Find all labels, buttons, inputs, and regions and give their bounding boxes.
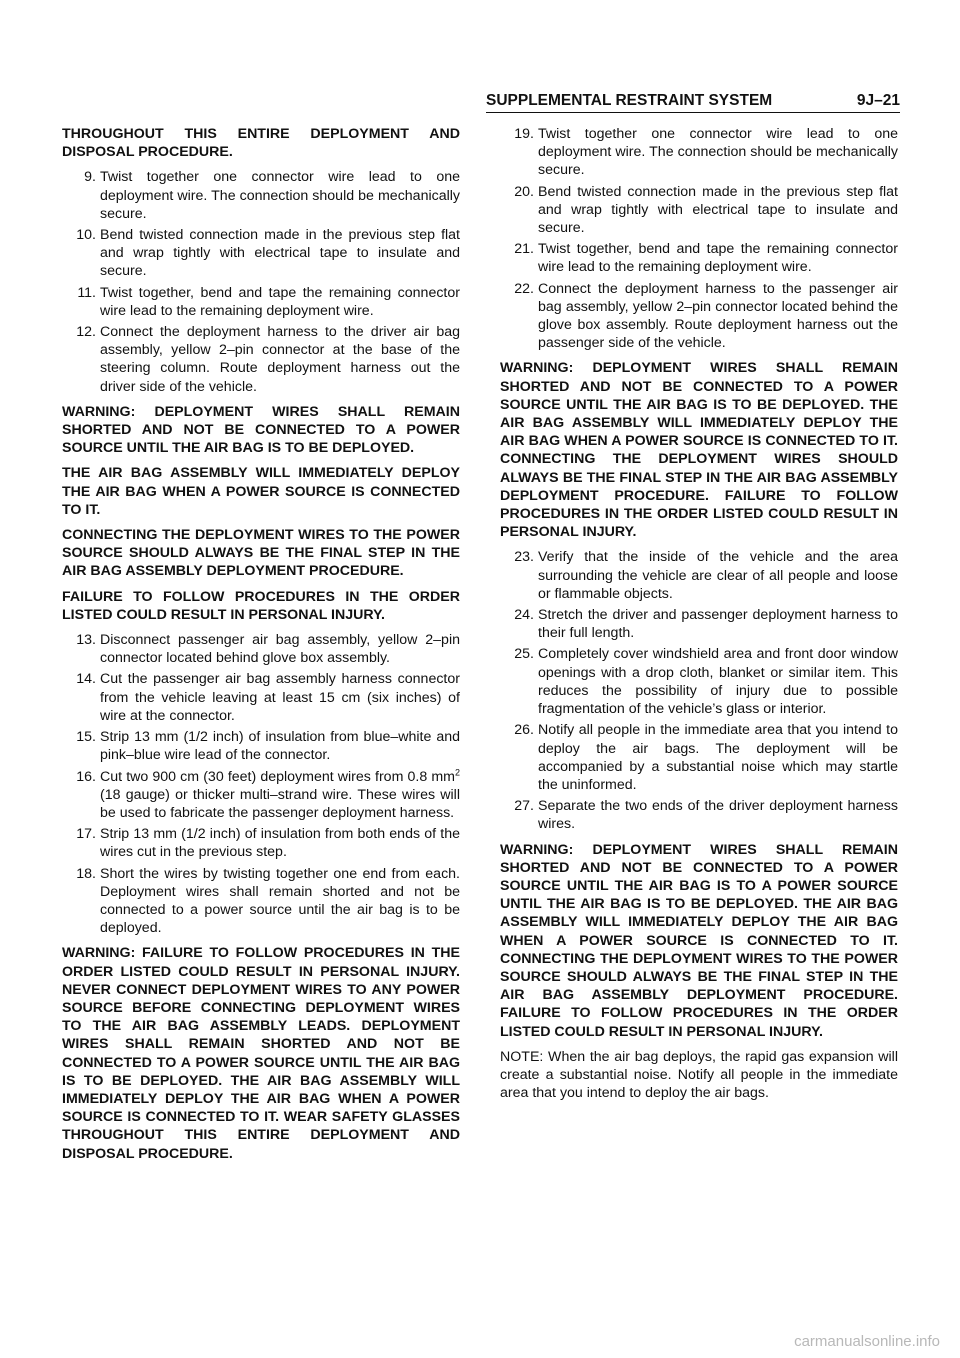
page-number: 9J–21 bbox=[856, 92, 900, 109]
step-text: Connect the deployment harness to the driver air bag assembly, yellow 2–pin connector at the base of the steering column. Route deployment harness out the driver side of the vehicle. bbox=[100, 324, 460, 395]
page-header bbox=[486, 90, 900, 112]
step-text: Twist together, bend and tape the remaining connector wire lead to the remaining deployment wire. bbox=[100, 284, 460, 319]
step-12 bbox=[62, 323, 460, 396]
step-27 bbox=[500, 797, 898, 833]
step-number: 23. bbox=[514, 549, 534, 566]
step-21 bbox=[500, 240, 898, 276]
warning-paragraph: WARNING: DEPLOYMENT WIRES SHALL REMAIN SHORTED AND NOT BE CONNECTED TO A POWER SOURCE UNTIL THE AIR BAG IS TO BE DEPLOYED. bbox=[62, 403, 460, 457]
step-text: Twist together one connector wire lead to one deployment wire. The connection should be mechanically secure. bbox=[538, 126, 898, 179]
step-text: Cut the passenger air bag assembly harness connector from the vehicle leaving at least 15 cm (six inches) of wire at the connector. bbox=[100, 671, 460, 724]
warning-paragraph: WARNING: DEPLOYMENT WIRES SHALL REMAIN SHORTED AND NOT BE CONNECTED TO A POWER SOURCE UNTIL THE AIR BAG IS TO A POWER SOURCE UNTIL THE AIR BAG IS TO BE DEPLOYED. THE AIR BAG ASSEMBLY WILL IMMEDIATELY DEPLOY THE AIR BAG WHEN A POWER SOURCE IS CONNECTED TO IT. CONNECTING THE DEPLOYMENT WIRES TO THE POWER SOURCE SHOULD ALWAYS BE THE FINAL STEP IN THE AIR BAG ASSEMBLY DEPLOYMENT PROCEDURE. FAILURE TO FOLLOW PROCEDURES IN THE ORDER LISTED COULD RESULT IN PERSONAL INJURY. bbox=[500, 841, 898, 1040]
step-10 bbox=[62, 226, 460, 281]
step-text: Bend twisted connection made in the previous step flat and wrap tightly with electrical tape to insulate and secure. bbox=[100, 227, 460, 280]
step-text: (18 gauge) or thicker multi–strand wire. These wires will be used to fabricate the passenger deployment harness. bbox=[100, 786, 460, 821]
superscript: 2 bbox=[454, 766, 460, 777]
step-text: Short the wires by twisting together one end from each. Deployment wires shall remain shorted and not be connected to a power source until the air bag is to be deployed. bbox=[100, 865, 460, 937]
right-column bbox=[500, 125, 898, 1109]
left-column bbox=[62, 125, 460, 1170]
step-15 bbox=[62, 728, 460, 764]
step-text: Strip 13 mm (1/2 inch) of insulation from blue–white and pink–blue wire lead of the connector. bbox=[100, 729, 460, 764]
step-number: 22. bbox=[514, 280, 534, 297]
step-number: 9. bbox=[84, 169, 96, 186]
step-text: Connect the deployment harness to the passenger air bag assembly, yellow 2–pin connector located behind the glove box assembly. Route deployment harness out the passenger side of the vehicle. bbox=[538, 280, 898, 352]
step-18 bbox=[62, 865, 460, 938]
step-number: 12. bbox=[76, 324, 96, 341]
step-number: 25. bbox=[514, 646, 534, 663]
step-9 bbox=[62, 168, 460, 223]
warning-paragraph: CONNECTING THE DEPLOYMENT WIRES TO THE POWER SOURCE SHOULD ALWAYS BE THE FINAL STEP IN THE AIR BAG ASSEMBLY DEPLOYMENT PROCEDURE. bbox=[62, 527, 460, 580]
step-25 bbox=[500, 645, 898, 718]
section-title: SUPPLEMENTAL RESTRAINT SYSTEM bbox=[486, 92, 773, 109]
step-20 bbox=[500, 183, 898, 238]
step-text: Notify all people in the immediate area that you intend to deploy the air bags. The deployment will be accompanied by a substantial noise which may startle the uninformed. bbox=[538, 722, 898, 793]
step-16 bbox=[62, 768, 460, 823]
step-number: 13. bbox=[76, 632, 96, 649]
steps-19-22 bbox=[500, 125, 898, 352]
step-14 bbox=[62, 670, 460, 725]
step-text: Bend twisted connection made in the previous step flat and wrap tightly with electrical tape to insulate and secure. bbox=[538, 183, 898, 237]
note-paragraph: NOTE: When the air bag deploys, the rapid gas expansion will create a substantial noise. Notify all people in the immediate area that you intend to deploy the air bags. bbox=[500, 1048, 898, 1102]
header-rule bbox=[486, 112, 900, 113]
step-text: Completely cover windshield area and front door window openings with a drop cloth, blanket or similar item. This reduces the possibility of injury due to possible fragmentation of the vehicle’s glass or interior. bbox=[538, 646, 898, 718]
step-number: 27. bbox=[514, 798, 534, 815]
step-26 bbox=[500, 721, 898, 794]
step-24 bbox=[500, 606, 898, 642]
step-text: Stretch the driver and passenger deployment harness to their full length. bbox=[538, 607, 898, 642]
step-number: 16. bbox=[76, 768, 96, 785]
step-11 bbox=[62, 284, 460, 320]
steps-9-12 bbox=[62, 168, 460, 395]
step-text: Separate the two ends of the driver deployment harness wires. bbox=[538, 798, 898, 833]
step-13 bbox=[62, 631, 460, 667]
step-number: 15. bbox=[76, 729, 96, 746]
step-22 bbox=[500, 280, 898, 353]
watermark-text: carmanualsonline.info bbox=[794, 1333, 940, 1350]
step-19 bbox=[500, 125, 898, 180]
step-text: Verify that the inside of the vehicle and the area surrounding the vehicle are clear of all people and loose or flammable objects. bbox=[538, 549, 898, 602]
warning-paragraph: WARNING: DEPLOYMENT WIRES SHALL REMAIN SHORTED AND NOT BE CONNECTED TO A POWER SOURCE UNTIL THE AIR BAG IS TO BE DEPLOYED. THE AIR BAG ASSEMBLY WILL IMMEDIATELY DEPLOY THE AIR BAG WHEN A POWER SOURCE IS CONNECTED TO IT. CONNECTING THE DEPLOYMENT WIRES SHOULD ALWAYS BE THE FINAL STEP IN THE AIR BAG ASSEMBLY DEPLOYMENT PROCEDURE. FAILURE TO FOLLOW PROCEDURES IN THE ORDER LISTED COULD RESULT IN PERSONAL INJURY. bbox=[500, 360, 898, 541]
step-number: 24. bbox=[514, 607, 534, 624]
step-23 bbox=[500, 548, 898, 603]
steps-13-18 bbox=[62, 631, 460, 937]
step-text: Strip 13 mm (1/2 inch) of insulation from both ends of the wires cut in the previous step. bbox=[100, 826, 460, 861]
steps-23-27 bbox=[500, 548, 898, 833]
step-number: 10. bbox=[76, 227, 96, 244]
step-text: Cut two 900 cm (30 feet) deployment wires from 0.8 mm bbox=[100, 768, 455, 785]
step-number: 11. bbox=[77, 284, 96, 301]
step-text: Twist together one connector wire lead to one deployment wire. The connection should be mechanically secure. bbox=[100, 169, 460, 222]
warning-paragraph: THE AIR BAG ASSEMBLY WILL IMMEDIATELY DEPLOY THE AIR BAG WHEN A POWER SOURCE IS CONNECTED TO IT. bbox=[62, 465, 460, 518]
step-number: 26. bbox=[514, 722, 534, 739]
step-number: 21. bbox=[514, 241, 534, 258]
step-number: 18. bbox=[76, 865, 96, 882]
warning-paragraph: WARNING: FAILURE TO FOLLOW PROCEDURES IN THE ORDER LISTED COULD RESULT IN PERSONAL INJURY. NEVER CONNECT DEPLOYMENT WIRES TO ANY POWER SOURCE BEFORE CONNECTING DEPLOYMENT WIRES TO THE AIR BAG ASSEMBLY LEADS. DEPLOYMENT WIRES SHALL REMAIN SHORTED AND NOT BE CONNECTED TO A POWER SOURCE UNTIL THE AIR BAG IS TO BE DEPLOYED. THE AIR BAG ASSEMBLY WILL IMMEDIATELY DEPLOY THE AIR BAG WHEN A POWER SOURCE IS CONNECTED TO IT. WEAR SAFETY GLASSES THROUGHOUT THIS ENTIRE DEPLOYMENT AND DISPOSAL PROCEDURE. bbox=[62, 945, 460, 1162]
step-number: 14. bbox=[76, 671, 96, 688]
step-number: 20. bbox=[514, 183, 534, 200]
step-text: Disconnect passenger air bag assembly, yellow 2–pin connector located behind glove box assembly. bbox=[100, 632, 460, 667]
step-number: 19. bbox=[514, 126, 534, 142]
warning-paragraph: FAILURE TO FOLLOW PROCEDURES IN THE ORDER LISTED COULD RESULT IN PERSONAL INJURY. bbox=[62, 588, 460, 623]
step-17 bbox=[62, 825, 460, 861]
step-number: 17. bbox=[76, 826, 96, 843]
warning-continuation: THROUGHOUT THIS ENTIRE DEPLOYMENT AND DISPOSAL PROCEDURE. bbox=[62, 126, 460, 161]
step-text: Twist together, bend and tape the remaining connector wire lead to the remaining deployment wire. bbox=[538, 241, 898, 276]
